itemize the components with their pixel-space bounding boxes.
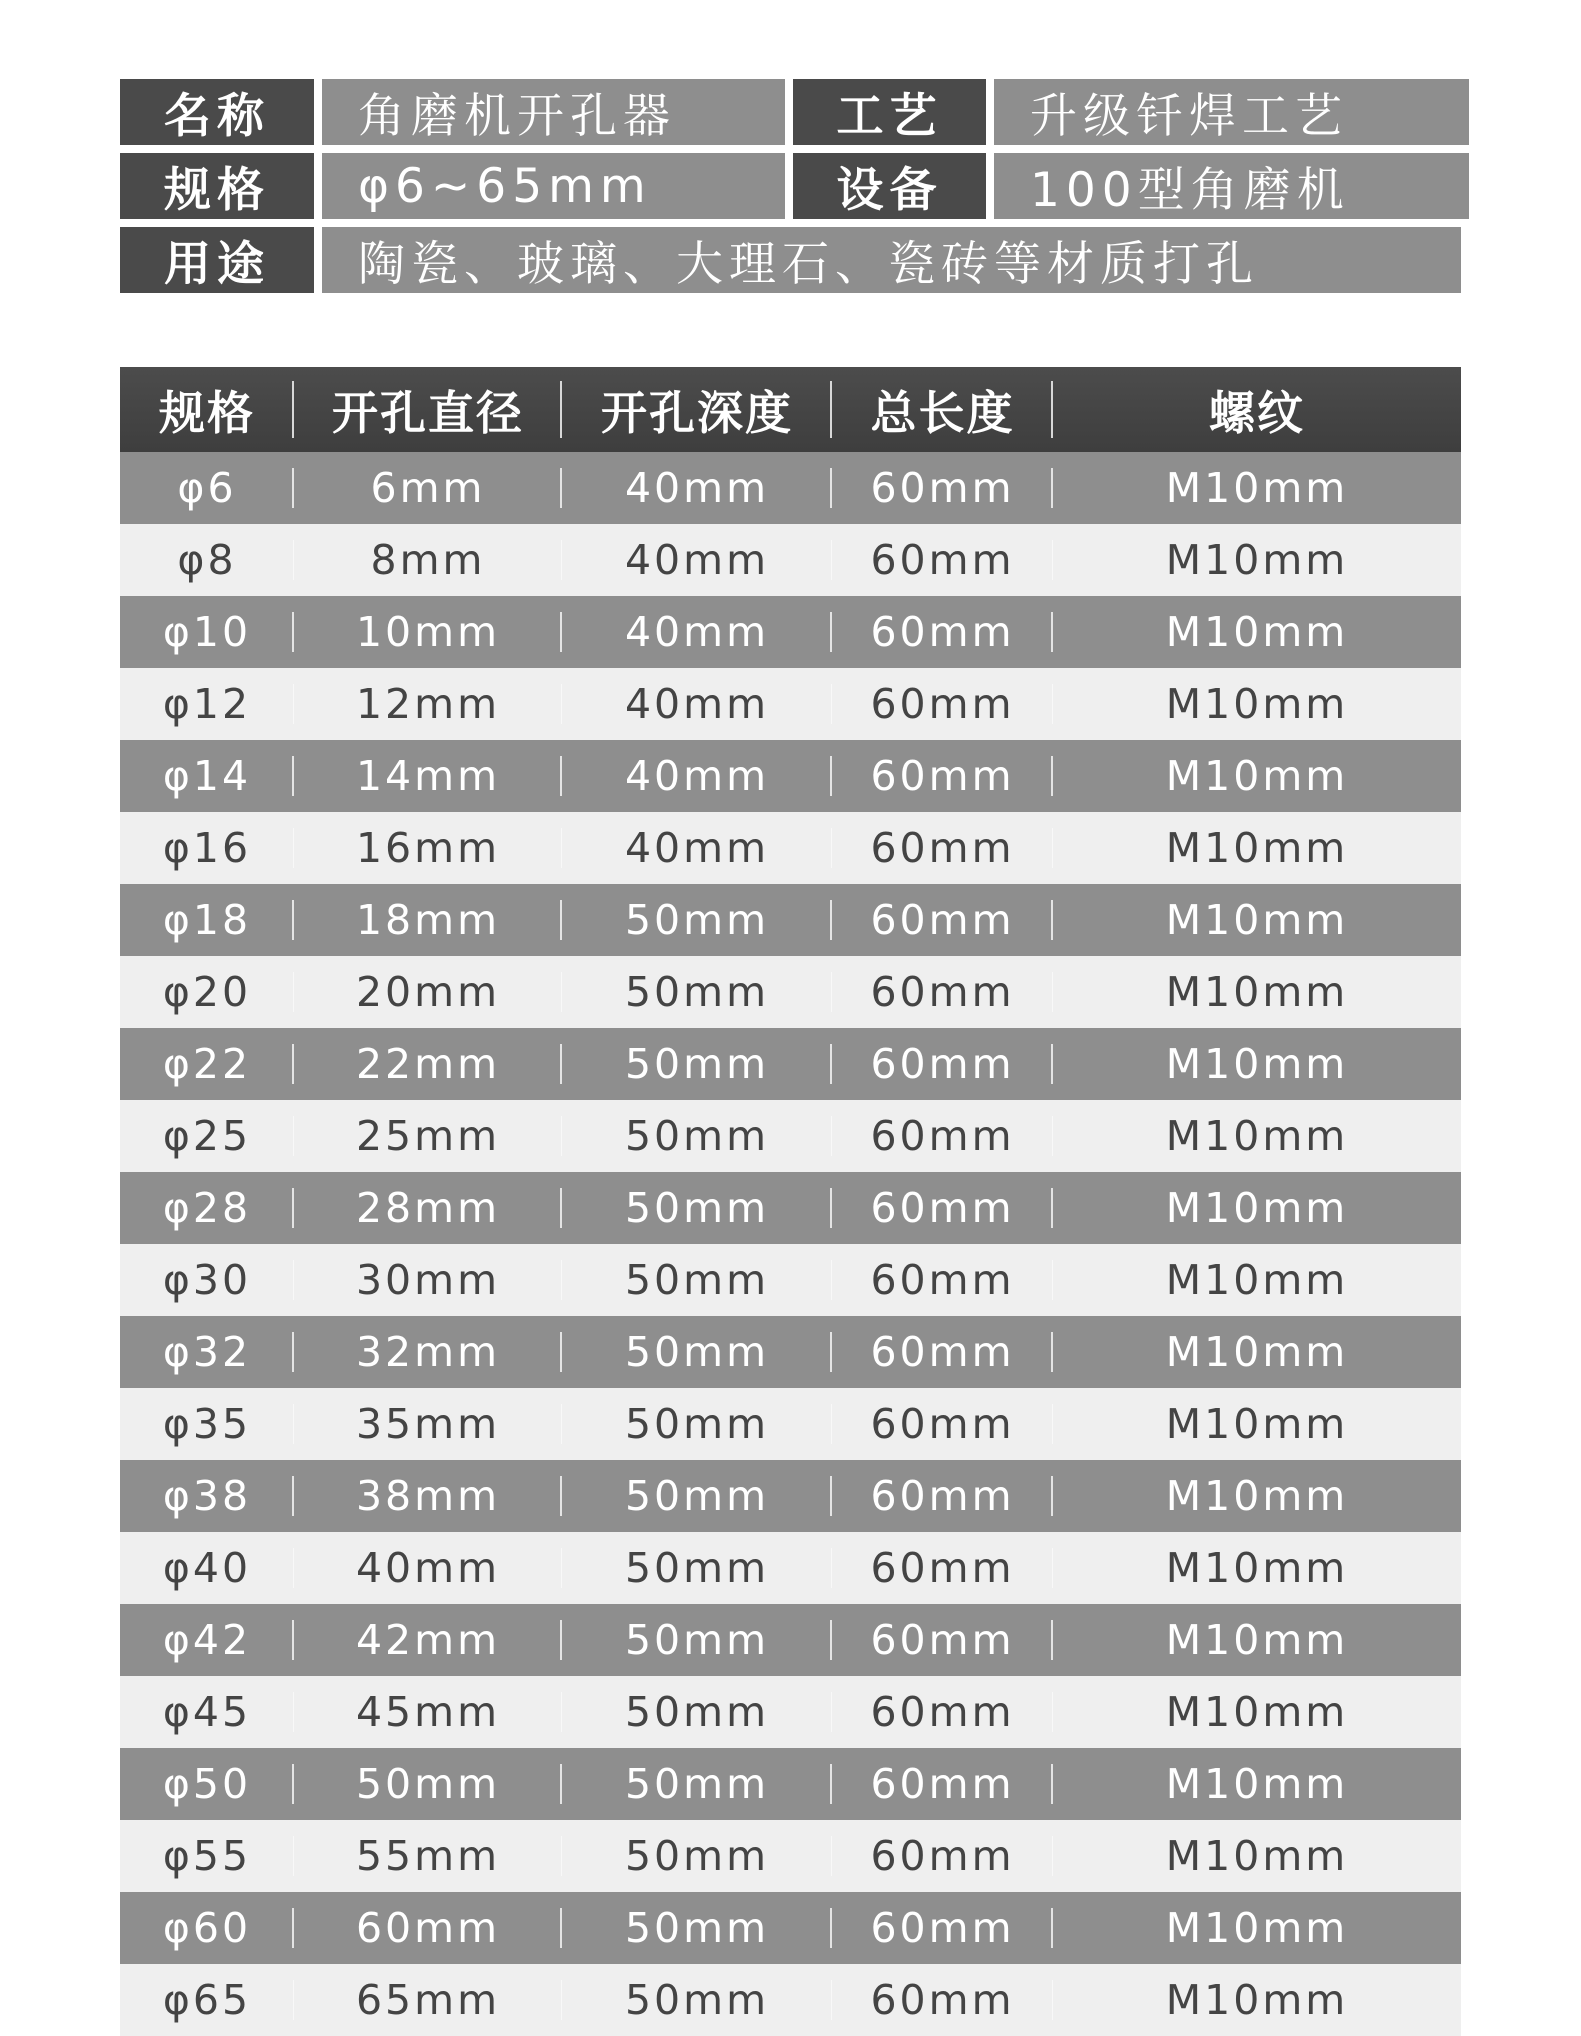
cell-thread: M10mm (1165, 1256, 1349, 1304)
header-spec: 规格 (120, 367, 294, 452)
cell-spec: φ18 (120, 884, 294, 956)
cell-hole-depth: 50mm (562, 1244, 832, 1316)
cell-hole-depth: 40mm (562, 668, 832, 740)
cell-spec: φ60 (120, 1892, 294, 1964)
cell-spec: φ50 (120, 1748, 294, 1820)
usage-value: 陶瓷、玻璃、大理石、瓷砖等材质打孔 (322, 227, 1461, 293)
cell-thread: M10mm (1165, 824, 1349, 872)
cell-hole-diameter: 38mm (294, 1460, 562, 1532)
cell-spec: φ28 (120, 1172, 294, 1244)
cell-hole-diameter: 10mm (294, 596, 562, 668)
cell-thread: M10mm (1165, 464, 1349, 512)
cell-hole-diameter: 6mm (294, 452, 562, 524)
cell-spec: φ12 (120, 668, 294, 740)
cell-hole-depth: 50mm (562, 1028, 832, 1100)
cell-hole-depth: 50mm (562, 1676, 832, 1748)
name-value: 角磨机开孔器 (322, 79, 785, 145)
table-row (120, 1748, 1461, 1820)
cell-thread: M10mm (1165, 1040, 1349, 1088)
cell-hole-diameter: 16mm (294, 812, 562, 884)
cell-hole-depth: 50mm (562, 884, 832, 956)
table-row (120, 1388, 1461, 1460)
cell-thread: M10mm (1165, 1112, 1349, 1160)
cell-spec: φ16 (120, 812, 294, 884)
usage-label: 用途 (120, 227, 314, 293)
cell-spec: φ35 (120, 1388, 294, 1460)
cell-hole-depth: 50mm (562, 1748, 832, 1820)
cell-hole-depth: 50mm (562, 1316, 832, 1388)
cell-hole-diameter: 22mm (294, 1028, 562, 1100)
spec-label: 规格 (120, 153, 314, 219)
cell-hole-diameter: 12mm (294, 668, 562, 740)
cell-hole-diameter: 18mm (294, 884, 562, 956)
info-row-spec (120, 153, 1461, 219)
cell-total-length: 60mm (832, 1748, 1053, 1820)
cell-thread: M10mm (1165, 1328, 1349, 1376)
cell-hole-diameter: 35mm (294, 1388, 562, 1460)
cell-thread: M10mm (1165, 536, 1349, 584)
cell-total-length: 60mm (832, 812, 1053, 884)
cell-hole-depth: 50mm (562, 1820, 832, 1892)
cell-total-length: 60mm (832, 1028, 1053, 1100)
cell-total-length: 60mm (832, 668, 1053, 740)
table-row (120, 1100, 1461, 1172)
cell-hole-diameter: 45mm (294, 1676, 562, 1748)
cell-hole-diameter: 42mm (294, 1604, 562, 1676)
cell-spec: φ22 (120, 1028, 294, 1100)
cell-hole-depth: 50mm (562, 1532, 832, 1604)
product-info-block (120, 79, 1461, 293)
cell-hole-diameter: 30mm (294, 1244, 562, 1316)
cell-total-length: 60mm (832, 884, 1053, 956)
cell-spec: φ32 (120, 1316, 294, 1388)
process-label: 工艺 (793, 79, 986, 145)
cell-total-length: 60mm (832, 1604, 1053, 1676)
cell-hole-depth: 40mm (562, 452, 832, 524)
cell-thread: M10mm (1165, 752, 1349, 800)
cell-total-length: 60mm (832, 740, 1053, 812)
cell-total-length: 60mm (832, 1532, 1053, 1604)
table-row (120, 1532, 1461, 1604)
table-row (120, 884, 1461, 956)
cell-total-length: 60mm (832, 1676, 1053, 1748)
cell-total-length: 60mm (832, 1892, 1053, 1964)
info-row-usage (120, 227, 1461, 293)
table-row (120, 1964, 1461, 2036)
cell-hole-depth: 40mm (562, 740, 832, 812)
cell-thread: M10mm (1165, 968, 1349, 1016)
cell-total-length: 60mm (832, 1820, 1053, 1892)
cell-hole-depth: 50mm (562, 956, 832, 1028)
header-thread: 螺纹 (1209, 385, 1305, 440)
table-row (120, 1316, 1461, 1388)
cell-thread: M10mm (1165, 1544, 1349, 1592)
cell-spec: φ6 (120, 452, 294, 524)
cell-spec: φ42 (120, 1604, 294, 1676)
cell-hole-diameter: 8mm (294, 524, 562, 596)
cell-thread: M10mm (1165, 608, 1349, 656)
table-row (120, 812, 1461, 884)
cell-spec: φ25 (120, 1100, 294, 1172)
cell-total-length: 60mm (832, 1244, 1053, 1316)
cell-thread: M10mm (1165, 1400, 1349, 1448)
cell-spec: φ38 (120, 1460, 294, 1532)
table-row (120, 1028, 1461, 1100)
cell-thread: M10mm (1165, 680, 1349, 728)
cell-spec: φ8 (120, 524, 294, 596)
cell-total-length: 60mm (832, 596, 1053, 668)
table-row (120, 1892, 1461, 1964)
cell-hole-diameter: 40mm (294, 1532, 562, 1604)
process-value: 升级钎焊工艺 (994, 79, 1469, 145)
cell-spec: φ10 (120, 596, 294, 668)
table-row (120, 1676, 1461, 1748)
cell-spec: φ30 (120, 1244, 294, 1316)
cell-total-length: 60mm (832, 956, 1053, 1028)
table-row (120, 452, 1461, 524)
cell-spec: φ55 (120, 1820, 294, 1892)
table-body (120, 452, 1461, 2036)
cell-thread: M10mm (1165, 1616, 1349, 1664)
cell-hole-depth: 50mm (562, 1460, 832, 1532)
table-header-row (120, 367, 1461, 452)
cell-total-length: 60mm (832, 1388, 1053, 1460)
name-label: 名称 (120, 79, 314, 145)
cell-thread: M10mm (1165, 1832, 1349, 1880)
cell-total-length: 60mm (832, 1172, 1053, 1244)
cell-thread: M10mm (1165, 1184, 1349, 1232)
cell-thread: M10mm (1165, 1976, 1349, 2024)
cell-hole-depth: 50mm (562, 1172, 832, 1244)
table-row (120, 740, 1461, 812)
cell-spec: φ45 (120, 1676, 294, 1748)
equipment-value: 100型角磨机 (994, 153, 1469, 219)
cell-spec: φ65 (120, 1964, 294, 2036)
cell-spec: φ40 (120, 1532, 294, 1604)
table-row (120, 668, 1461, 740)
cell-hole-depth: 50mm (562, 1388, 832, 1460)
header-hole-depth: 开孔深度 (562, 367, 832, 452)
table-row (120, 524, 1461, 596)
cell-hole-depth: 50mm (562, 1964, 832, 2036)
cell-total-length: 60mm (832, 452, 1053, 524)
table-row (120, 1820, 1461, 1892)
header-hole-diameter: 开孔直径 (294, 367, 562, 452)
cell-thread: M10mm (1165, 896, 1349, 944)
cell-thread: M10mm (1165, 1760, 1349, 1808)
cell-hole-depth: 40mm (562, 596, 832, 668)
table-row (120, 1172, 1461, 1244)
spec-value: φ6~65mm (322, 153, 785, 219)
cell-total-length: 60mm (832, 1460, 1053, 1532)
cell-spec: φ20 (120, 956, 294, 1028)
cell-hole-depth: 40mm (562, 524, 832, 596)
cell-total-length: 60mm (832, 1964, 1053, 2036)
cell-total-length: 60mm (832, 524, 1053, 596)
cell-hole-depth: 40mm (562, 812, 832, 884)
cell-hole-diameter: 55mm (294, 1820, 562, 1892)
table-row (120, 596, 1461, 668)
cell-hole-diameter: 25mm (294, 1100, 562, 1172)
cell-hole-diameter: 65mm (294, 1964, 562, 2036)
cell-hole-depth: 50mm (562, 1100, 832, 1172)
cell-hole-depth: 50mm (562, 1604, 832, 1676)
cell-total-length: 60mm (832, 1100, 1053, 1172)
spec-table (120, 367, 1461, 2036)
cell-hole-diameter: 28mm (294, 1172, 562, 1244)
table-row (120, 956, 1461, 1028)
cell-total-length: 60mm (832, 1316, 1053, 1388)
cell-hole-depth: 50mm (562, 1892, 832, 1964)
cell-hole-diameter: 14mm (294, 740, 562, 812)
table-row (120, 1604, 1461, 1676)
header-total-length: 总长度 (832, 367, 1053, 452)
cell-thread: M10mm (1165, 1904, 1349, 1952)
table-row (120, 1244, 1461, 1316)
equipment-label: 设备 (793, 153, 986, 219)
cell-spec: φ14 (120, 740, 294, 812)
cell-hole-diameter: 50mm (294, 1748, 562, 1820)
cell-hole-diameter: 60mm (294, 1892, 562, 1964)
cell-hole-diameter: 32mm (294, 1316, 562, 1388)
cell-thread: M10mm (1165, 1472, 1349, 1520)
table-row (120, 1460, 1461, 1532)
info-row-name (120, 79, 1461, 145)
cell-thread: M10mm (1165, 1688, 1349, 1736)
cell-hole-diameter: 20mm (294, 956, 562, 1028)
